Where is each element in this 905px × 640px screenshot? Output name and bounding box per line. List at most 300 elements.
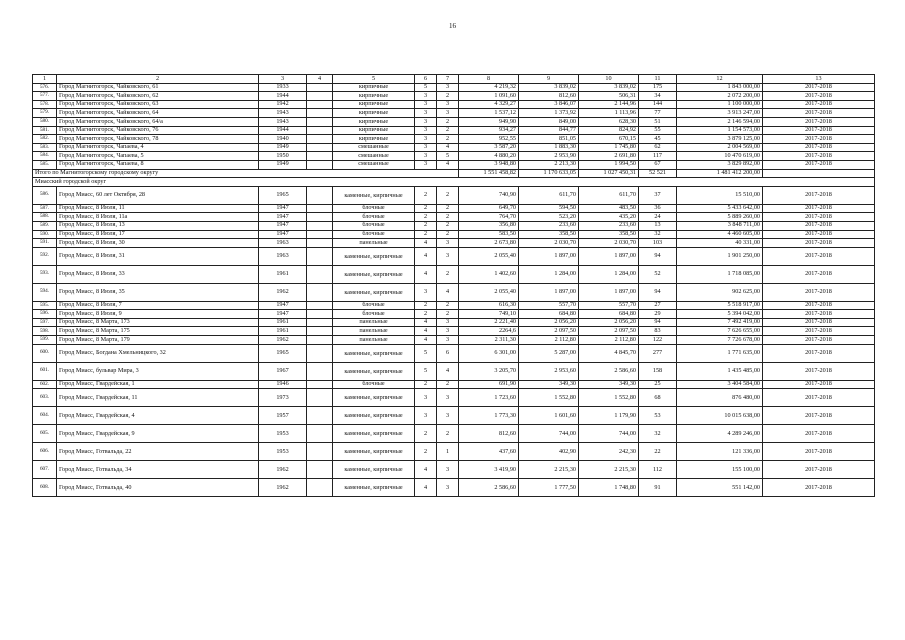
cell-ent: 3 (437, 318, 459, 327)
cell-mat: смешанные (333, 143, 415, 152)
table-row (33, 425, 875, 443)
cell-cost: 551 142,00 (677, 479, 763, 497)
cell-num: 585. (33, 160, 57, 169)
cell-people: 158 (639, 362, 677, 380)
cell-cost: 1 901 250,00 (677, 247, 763, 265)
cell-ent: 3 (437, 336, 459, 345)
cell-floors: 2 (415, 230, 437, 239)
table-row (33, 247, 875, 265)
cell-ent: 4 (437, 283, 459, 301)
table-row (33, 380, 875, 389)
cell-res: 2 953,90 (519, 152, 579, 161)
cell-floors: 2 (415, 204, 437, 213)
cell-num: 581. (33, 126, 57, 135)
cell-num: 606. (33, 443, 57, 461)
cell-year: 1947 (259, 301, 307, 310)
cell-mat: каменные, кирпичные (333, 407, 415, 425)
cell-people: 62 (639, 143, 677, 152)
cell-mat: каменные, кирпичные (333, 479, 415, 497)
cell-ent: 3 (437, 239, 459, 248)
cell-mat: блочные (333, 230, 415, 239)
cell-floors: 4 (415, 239, 437, 248)
cell-year: 1963 (259, 247, 307, 265)
cell-mat: каменные, кирпичные (333, 461, 415, 479)
column-number-row (33, 75, 875, 84)
cell-mat: блочные (333, 221, 415, 230)
cell-num: 576. (33, 83, 57, 92)
cell-addr: Город Магнитогорск, Чайковского, 78 (57, 135, 259, 144)
cell-c4 (307, 443, 333, 461)
cell-floors: 3 (415, 160, 437, 169)
cell-area: 3 948,80 (459, 160, 519, 169)
header-cell: 4 (307, 75, 333, 84)
cell-floors: 2 (415, 221, 437, 230)
cell-area: 2 055,40 (459, 247, 519, 265)
cell-res: 1 373,92 (519, 109, 579, 118)
cell-floors: 3 (415, 109, 437, 118)
cell-cost: 3 913 247,00 (677, 109, 763, 118)
cell-cost: 5 433 642,00 (677, 204, 763, 213)
cell-liv: 670,15 (579, 135, 639, 144)
cell-year: 1962 (259, 283, 307, 301)
total-liv: 1 027 450,31 (579, 169, 639, 178)
cell-people: 13 (639, 221, 677, 230)
cell-people: 77 (639, 109, 677, 118)
cell-ent: 3 (437, 327, 459, 336)
cell-cost: 4 289 246,00 (677, 425, 763, 443)
cell-people: 52 (639, 265, 677, 283)
table-row (33, 362, 875, 380)
cell-people: 32 (639, 230, 677, 239)
cell-people: 103 (639, 239, 677, 248)
cell-year: 1949 (259, 143, 307, 152)
cell-mat: кирпичные (333, 83, 415, 92)
cell-people: 175 (639, 83, 677, 92)
cell-c4 (307, 265, 333, 283)
cell-addr: Город Миасс, 8 Марта, 179 (57, 336, 259, 345)
cell-res: 523,20 (519, 213, 579, 222)
table-row (33, 283, 875, 301)
header-cell: 1 (33, 75, 57, 84)
header-cell: 13 (763, 75, 875, 84)
table-row (33, 221, 875, 230)
cell-area: 2 673,80 (459, 239, 519, 248)
cell-c4 (307, 221, 333, 230)
cell-area: 3 419,90 (459, 461, 519, 479)
header-cell: 6 (415, 75, 437, 84)
cell-c4 (307, 318, 333, 327)
cell-floors: 4 (415, 318, 437, 327)
cell-liv: 684,80 (579, 310, 639, 319)
cell-addr: Город Миасс, 8 Июля, 31 (57, 247, 259, 265)
cell-num: 596. (33, 310, 57, 319)
cell-people: 36 (639, 204, 677, 213)
cell-ent: 3 (437, 247, 459, 265)
table-row (33, 310, 875, 319)
cell-addr: Город Миасс, Гвардейская, 1 (57, 380, 259, 389)
cell-res: 557,70 (519, 301, 579, 310)
cell-area: 749,10 (459, 310, 519, 319)
cell-c4 (307, 344, 333, 362)
cell-num: 604. (33, 407, 57, 425)
cell-res: 1 777,50 (519, 479, 579, 497)
cell-area: 437,60 (459, 443, 519, 461)
cell-c4 (307, 461, 333, 479)
cell-res: 3 846,07 (519, 100, 579, 109)
cell-mat: каменные, кирпичные (333, 425, 415, 443)
cell-res: 611,70 (519, 186, 579, 204)
cell-liv: 1 748,80 (579, 479, 639, 497)
cell-period: 2017-2018 (763, 239, 875, 248)
table-row (33, 143, 875, 152)
cell-liv: 1 552,80 (579, 389, 639, 407)
cell-addr: Город Магнитогорск, Чайковского, 64 (57, 109, 259, 118)
cell-year: 1947 (259, 204, 307, 213)
cell-cost: 10 470 619,00 (677, 152, 763, 161)
cell-ent: 4 (437, 160, 459, 169)
table-row (33, 389, 875, 407)
cell-area: 2 221,40 (459, 318, 519, 327)
cell-ent: 2 (437, 92, 459, 101)
cell-year: 1947 (259, 310, 307, 319)
cell-area: 3 205,70 (459, 362, 519, 380)
cell-liv: 824,92 (579, 126, 639, 135)
cell-res: 594,50 (519, 204, 579, 213)
cell-addr: Город Магнитогорск, Чайковского, 63 (57, 100, 259, 109)
total-row (33, 169, 875, 178)
cell-mat: панельные (333, 336, 415, 345)
cell-liv: 4 845,70 (579, 344, 639, 362)
cell-c4 (307, 117, 333, 126)
cell-res: 1 897,00 (519, 247, 579, 265)
cell-ent: 2 (437, 186, 459, 204)
cell-mat: блочные (333, 204, 415, 213)
cell-period: 2017-2018 (763, 301, 875, 310)
cell-c4 (307, 380, 333, 389)
cell-c4 (307, 247, 333, 265)
cell-area: 4 329,27 (459, 100, 519, 109)
cell-mat: панельные (333, 239, 415, 248)
cell-cost: 7 626 655,00 (677, 327, 763, 336)
cell-year: 1961 (259, 318, 307, 327)
cell-liv: 2 112,80 (579, 336, 639, 345)
header-cell: 7 (437, 75, 459, 84)
total-empty (763, 169, 875, 178)
table-row (33, 83, 875, 92)
cell-people: 91 (639, 479, 677, 497)
cell-num: 607. (33, 461, 57, 479)
cell-floors: 3 (415, 135, 437, 144)
cell-addr: Город Миасс, 8 Июля, 9 (57, 310, 259, 319)
table-row (33, 318, 875, 327)
cell-area: 616,30 (459, 301, 519, 310)
cell-year: 1944 (259, 126, 307, 135)
cell-year: 1962 (259, 336, 307, 345)
cell-c4 (307, 186, 333, 204)
cell-addr: Город Миасс, 8 Июля, 7 (57, 301, 259, 310)
cell-ent: 3 (437, 100, 459, 109)
cell-addr: Город Миасс, Гвардейская, 9 (57, 425, 259, 443)
table-row (33, 327, 875, 336)
cell-num: 605. (33, 425, 57, 443)
cell-floors: 2 (415, 443, 437, 461)
cell-floors: 3 (415, 407, 437, 425)
cell-num: 601. (33, 362, 57, 380)
cell-period: 2017-2018 (763, 247, 875, 265)
cell-people: 67 (639, 160, 677, 169)
cell-period: 2017-2018 (763, 283, 875, 301)
cell-res: 744,00 (519, 425, 579, 443)
cell-ent: 3 (437, 389, 459, 407)
cell-area: 1 773,30 (459, 407, 519, 425)
cell-ent: 2 (437, 117, 459, 126)
total-cost: 1 481 412 200,00 (677, 169, 763, 178)
cell-liv: 557,70 (579, 301, 639, 310)
cell-num: 589. (33, 221, 57, 230)
cell-addr: Город Миасс, 8 Марта, 175 (57, 327, 259, 336)
cell-mat: каменные, кирпичные (333, 186, 415, 204)
table-row (33, 152, 875, 161)
cell-res: 844,77 (519, 126, 579, 135)
cell-area: 6 301,00 (459, 344, 519, 362)
cell-people: 117 (639, 152, 677, 161)
cell-c4 (307, 109, 333, 118)
table-row (33, 213, 875, 222)
cell-cost: 15 510,00 (677, 186, 763, 204)
cell-c4 (307, 160, 333, 169)
cell-cost: 5 889 260,00 (677, 213, 763, 222)
cell-period: 2017-2018 (763, 362, 875, 380)
cell-floors: 5 (415, 344, 437, 362)
cell-num: 582. (33, 135, 57, 144)
cell-c4 (307, 100, 333, 109)
cell-num: 602. (33, 380, 57, 389)
cell-period: 2017-2018 (763, 117, 875, 126)
cell-people: 68 (639, 389, 677, 407)
cell-people: 22 (639, 443, 677, 461)
cell-mat: каменные, кирпичные (333, 389, 415, 407)
cell-liv: 1 284,00 (579, 265, 639, 283)
table-row (33, 301, 875, 310)
cell-mat: каменные, кирпичные (333, 265, 415, 283)
cell-floors: 2 (415, 380, 437, 389)
cell-c4 (307, 336, 333, 345)
cell-area: 812,60 (459, 425, 519, 443)
table-row (33, 230, 875, 239)
cell-period: 2017-2018 (763, 336, 875, 345)
total-label: Итого по Магнитогорскому городскому округу (33, 169, 459, 178)
cell-mat: панельные (333, 318, 415, 327)
table-row (33, 160, 875, 169)
cell-liv: 1 994,50 (579, 160, 639, 169)
cell-res: 358,50 (519, 230, 579, 239)
cell-res: 849,00 (519, 117, 579, 126)
cell-mat: блочные (333, 213, 415, 222)
cell-period: 2017-2018 (763, 213, 875, 222)
cell-ent: 2 (437, 213, 459, 222)
cell-ent: 2 (437, 265, 459, 283)
cell-people: 24 (639, 213, 677, 222)
cell-res: 2 112,80 (519, 336, 579, 345)
cell-num: 588. (33, 213, 57, 222)
cell-year: 1950 (259, 152, 307, 161)
cell-period: 2017-2018 (763, 380, 875, 389)
cell-area: 1 723,60 (459, 389, 519, 407)
cell-liv: 2 586,60 (579, 362, 639, 380)
cell-res: 233,60 (519, 221, 579, 230)
cell-num: 590. (33, 230, 57, 239)
table-row (33, 336, 875, 345)
cell-mat: кирпичные (333, 135, 415, 144)
cell-addr: Город Миасс, 8 Июля, 33 (57, 265, 259, 283)
cell-addr: Город Магнитогорск, Чайковского, 61 (57, 83, 259, 92)
cell-c4 (307, 283, 333, 301)
cell-addr: Город Миасс, 8 Июля, 13 (57, 221, 259, 230)
cell-period: 2017-2018 (763, 318, 875, 327)
cell-mat: кирпичные (333, 92, 415, 101)
cell-people: 277 (639, 344, 677, 362)
cell-area: 1 402,60 (459, 265, 519, 283)
cell-addr: Город Миасс, 8 Июля, 35 (57, 283, 259, 301)
cell-mat: каменные, кирпичные (333, 247, 415, 265)
cell-year: 1962 (259, 479, 307, 497)
cell-mat: смешанные (333, 160, 415, 169)
cell-res: 2 953,60 (519, 362, 579, 380)
cell-c4 (307, 407, 333, 425)
cell-liv: 2 056,20 (579, 318, 639, 327)
cell-period: 2017-2018 (763, 479, 875, 497)
cell-period: 2017-2018 (763, 143, 875, 152)
cell-res: 812,60 (519, 92, 579, 101)
cell-res: 684,80 (519, 310, 579, 319)
cell-year: 1947 (259, 213, 307, 222)
cell-year: 1947 (259, 230, 307, 239)
cell-ent: 6 (437, 344, 459, 362)
cell-ent: 2 (437, 135, 459, 144)
cell-liv: 2 097,50 (579, 327, 639, 336)
cell-area: 649,70 (459, 204, 519, 213)
cell-addr: Город Миасс, Богдана Хмельницкого, 32 (57, 344, 259, 362)
cell-cost: 1 843 000,00 (677, 83, 763, 92)
cell-area: 2 311,30 (459, 336, 519, 345)
cell-num: 595. (33, 301, 57, 310)
cell-area: 934,27 (459, 126, 519, 135)
cell-addr: Город Миасс, 8 Июля, 11а (57, 213, 259, 222)
cell-num: 594. (33, 283, 57, 301)
cell-mat: каменные, кирпичные (333, 362, 415, 380)
cell-area: 4 219,32 (459, 83, 519, 92)
cell-people: 112 (639, 461, 677, 479)
cell-liv: 2 144,96 (579, 100, 639, 109)
cell-res: 1 601,60 (519, 407, 579, 425)
cell-num: 578. (33, 100, 57, 109)
cell-res: 5 287,00 (519, 344, 579, 362)
cell-floors: 4 (415, 461, 437, 479)
cell-num: 603. (33, 389, 57, 407)
cell-c4 (307, 362, 333, 380)
cell-year: 1942 (259, 100, 307, 109)
cell-year: 1973 (259, 389, 307, 407)
cell-cost: 2 004 569,00 (677, 143, 763, 152)
cell-mat: блочные (333, 310, 415, 319)
cell-ent: 2 (437, 221, 459, 230)
cell-period: 2017-2018 (763, 344, 875, 362)
cell-addr: Город Миасс, 8 Июля, 30 (57, 239, 259, 248)
cell-mat: каменные, кирпичные (333, 283, 415, 301)
cell-year: 1957 (259, 407, 307, 425)
header-cell: 5 (333, 75, 415, 84)
cell-res: 3 839,02 (519, 83, 579, 92)
cell-cost: 876 480,00 (677, 389, 763, 407)
cell-ent: 2 (437, 204, 459, 213)
cell-area: 2 586,60 (459, 479, 519, 497)
cell-people: 144 (639, 100, 677, 109)
cell-period: 2017-2018 (763, 135, 875, 144)
cell-res: 851,05 (519, 135, 579, 144)
cell-c4 (307, 327, 333, 336)
cell-mat: кирпичные (333, 109, 415, 118)
table-row (33, 126, 875, 135)
cell-liv: 2 691,80 (579, 152, 639, 161)
cell-liv: 483,50 (579, 204, 639, 213)
cell-liv: 233,60 (579, 221, 639, 230)
cell-period: 2017-2018 (763, 126, 875, 135)
cell-addr: Город Миасс, 60 лет Октября, 28 (57, 186, 259, 204)
table-row (33, 239, 875, 248)
cell-addr: Город Магнитогорск, Чайковского, 64/а (57, 117, 259, 126)
cell-year: 1962 (259, 461, 307, 479)
cell-ent: 2 (437, 310, 459, 319)
cell-num: 593. (33, 265, 57, 283)
header-cell: 12 (677, 75, 763, 84)
table-row (33, 443, 875, 461)
cell-c4 (307, 389, 333, 407)
cell-mat: кирпичные (333, 100, 415, 109)
cell-cost: 1 154 573,00 (677, 126, 763, 135)
cell-c4 (307, 83, 333, 92)
cell-ent: 3 (437, 83, 459, 92)
cell-year: 1963 (259, 239, 307, 248)
cell-floors: 3 (415, 100, 437, 109)
cell-res: 349,30 (519, 380, 579, 389)
cell-c4 (307, 135, 333, 144)
header-cell: 10 (579, 75, 639, 84)
cell-period: 2017-2018 (763, 221, 875, 230)
cell-floors: 2 (415, 213, 437, 222)
cell-area: 3 587,20 (459, 143, 519, 152)
cell-num: 608. (33, 479, 57, 497)
cell-num: 591. (33, 239, 57, 248)
cell-cost: 10 015 638,00 (677, 407, 763, 425)
cell-liv: 506,31 (579, 92, 639, 101)
cell-c4 (307, 239, 333, 248)
cell-floors: 3 (415, 389, 437, 407)
cell-cost: 7 726 678,00 (677, 336, 763, 345)
cell-addr: Город Магнитогорск, Чапаева, 5 (57, 152, 259, 161)
cell-c4 (307, 213, 333, 222)
total-res: 1 170 633,05 (519, 169, 579, 178)
cell-res: 2 097,50 (519, 327, 579, 336)
cell-mat: каменные, кирпичные (333, 443, 415, 461)
cell-floors: 3 (415, 126, 437, 135)
cell-area: 764,70 (459, 213, 519, 222)
cell-c4 (307, 152, 333, 161)
cell-period: 2017-2018 (763, 265, 875, 283)
cell-c4 (307, 204, 333, 213)
cell-floors: 3 (415, 152, 437, 161)
cell-ent: 2 (437, 380, 459, 389)
cell-addr: Город Миасс, 8 Июля, 17 (57, 230, 259, 239)
